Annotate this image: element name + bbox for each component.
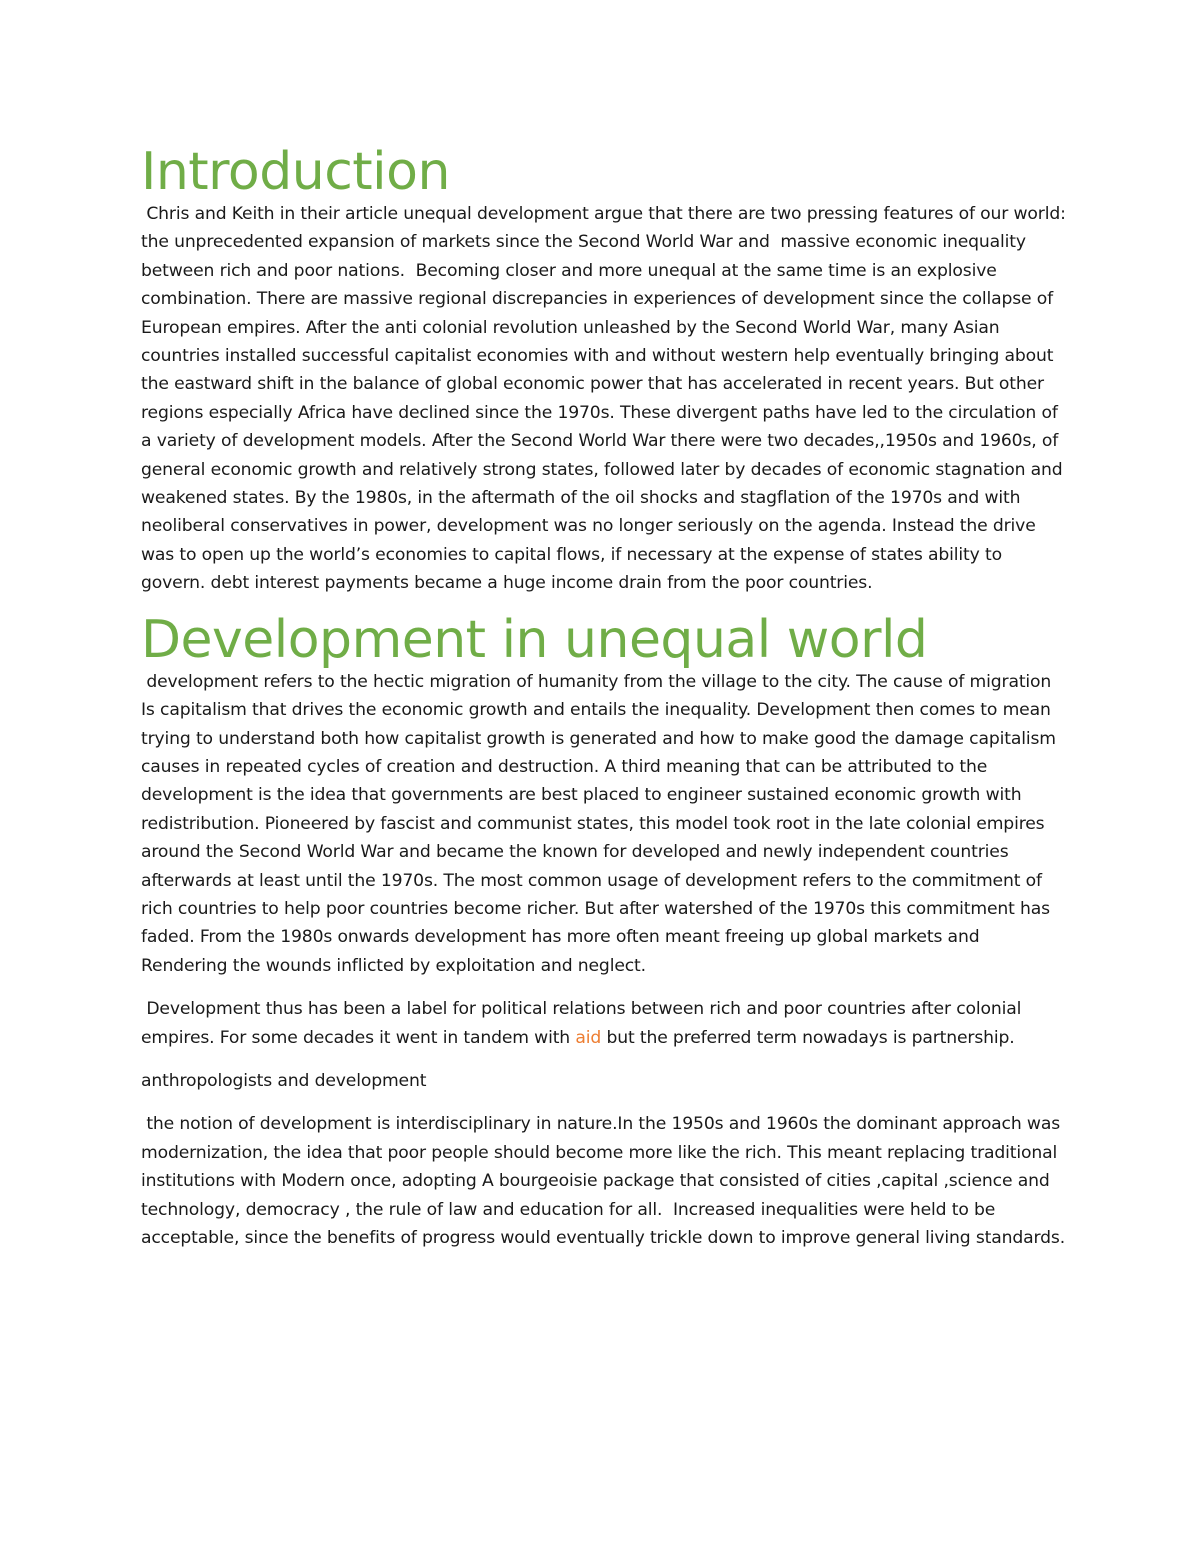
subheading-anthropologists: anthropologists and development bbox=[141, 1070, 427, 1091]
heading-introduction: Introduction bbox=[141, 142, 450, 202]
document-page bbox=[141, 138, 1072, 1252]
intro-paragraph: Chris and Keith in their article unequal development argue that there are two pressing features of our world: the unprecedented expansion of markets since the Second World War and massive economic inequality between rich and poor nations. Becoming closer and more unequal at the same time is an explosive combination. There are massive regional discrepancies in experiences of development since the collapse of European empires. After the anti colonial revolution unleashed by the Second World War, many Asian countries installed successful capitalist economies with and without western help eventually bringing about the eastward shift in the balance of global economic power that has accelerated in recent years. But other regions especially Africa have declined since the 1970s. These divergent paths have led to the circulation of a variety of development models. After the Second World War there were two decades,,1950s and 1960s, of general economic growth and relatively strong states, followed later by decades of economic stagnation and weakened states. By the 1980s, in the aftermath of the oil shocks and stagflation of the 1970s and with neoliberal conservatives in power, development was no longer seriously on the agenda. Instead the drive was to open up the world’s economies to capital flows, if necessary at the expense of states ability to govern. debt interest payments became a huge income drain from the poor countries. bbox=[141, 204, 1072, 594]
anthropologists-paragraph: the notion of development is interdisciplinary in nature.In the 1950s and 1960s the dominant approach was modernization, the idea that poor people should become more like the rich. This meant replacing traditional institutions with Modern once, adopting A bourgeoisie package that consisted of cities ,capital ,science and technology, democracy , the rule of law and education for all. Increased inequalities were held to be acceptable, since the benefits of progress would eventually trickle down to improve general living standards. bbox=[141, 1114, 1066, 1248]
development-paragraph-2 bbox=[141, 995, 1066, 1052]
paragraph-2-text-end: but the preferred term nowadays is partnership. bbox=[601, 1027, 1015, 1048]
aid-highlight: aid bbox=[575, 1027, 602, 1048]
heading-development-in-unequal-world: Development in unequal world bbox=[141, 609, 928, 670]
development-paragraph-1: development refers to the hectic migration of humanity from the village to the city. The cause of migration Is capitalism that drives the economic growth and entails the inequality. Development then comes to mean trying to understand both how capitalist growth is generated and how to make good the damage capitalism causes in repeated cycles of creation and destruction. A third meaning that can be attributed to the development is the idea that governments are best placed to engineer sustained economic growth with redistribution. Pioneered by fascist and communist states, this model took root in the late colonial empires around the Second World War and became the known for developed and newly independent countries afterwards at least until the 1970s. The most common usage of development refers to the commitment of rich countries to help poor countries become richer. But after watershed of the 1970s this commitment has faded. From the 1980s onwards development has more often meant freeing up global markets and Rendering the wounds inflicted by exploitation and neglect. bbox=[141, 671, 1062, 976]
paragraph-2-text-start: Development thus has been a label for political relations between rich and poor countries after colonial empires. For some decades it went in tandem with bbox=[141, 999, 1027, 1048]
